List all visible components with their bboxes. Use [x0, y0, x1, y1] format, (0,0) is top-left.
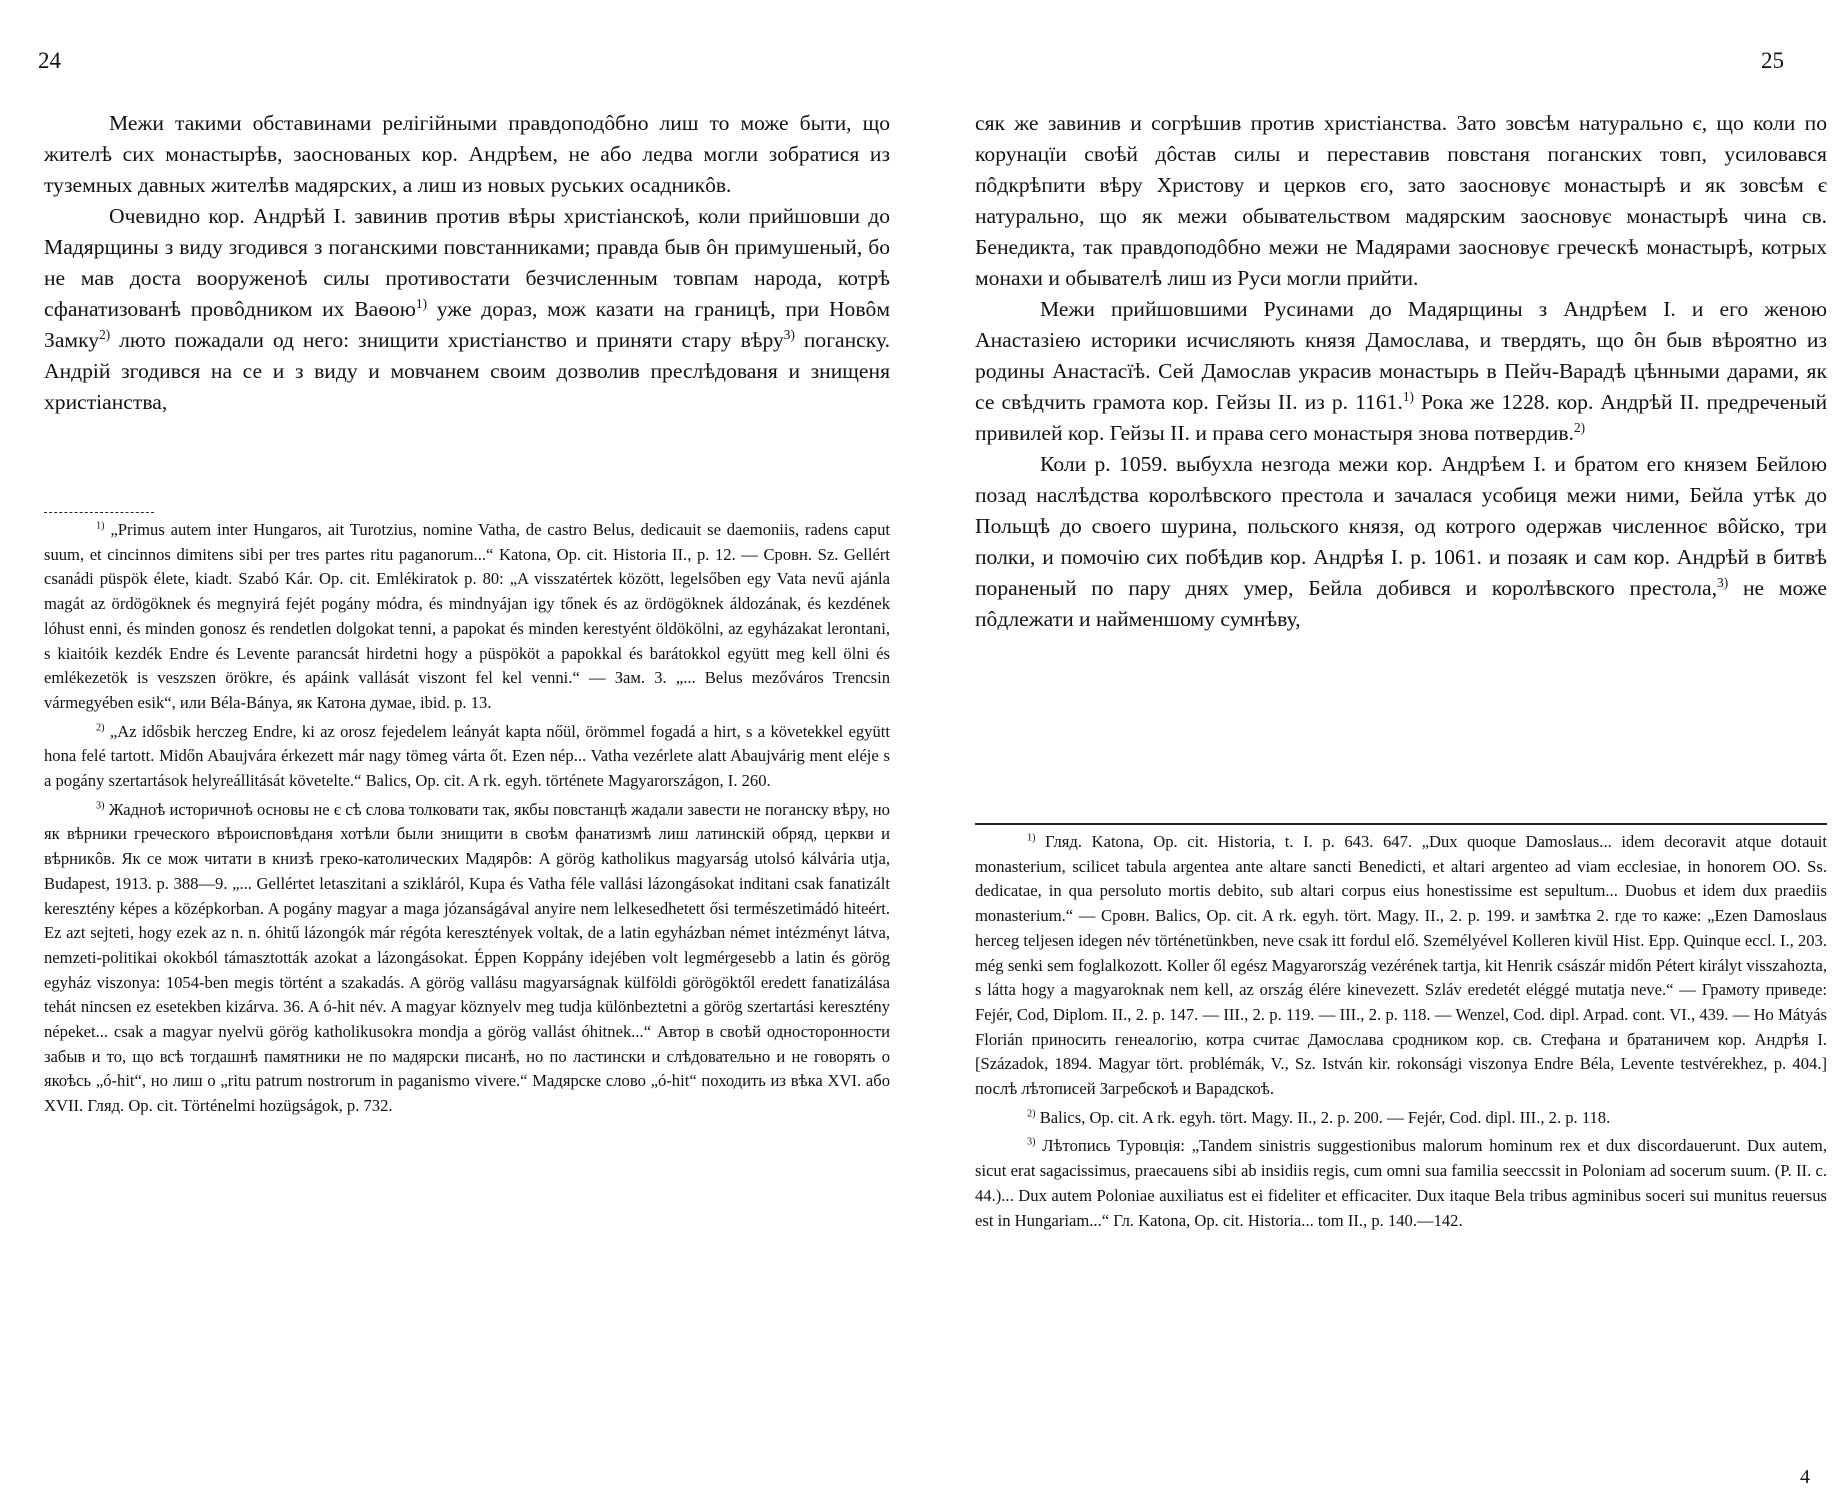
footnote: [44, 720, 890, 794]
footnote-mark: 2): [1027, 1108, 1036, 1120]
paragraph: сяк же завинив и согрѣшив против христіанства. Зато зовсѣм натурально є, що коли по корунацїи своѣй дôстав силы и переставив повстаня поганских товп, усиловався пôдкрѣпити вѣру Христову и церков єго, зато заосновує монастырѣ и як зовсѣм є натурально, що як межи обывательством мадярским заосновує монастырѣ чина св. Бенедикта, так правдоподôбно межи не Мадярами заосновує греческѣ монастырѣ, котрых монахи и обывателѣ лиш из Руси могли прийти.: [975, 111, 1827, 290]
paragraph-text: поганску. Андрій згодився на се и з виду и мовчанем своим дозволив преслѣдованя и знищеня христіанства,: [44, 328, 890, 414]
footnote-mark: 3): [96, 800, 105, 812]
footnote: [975, 1134, 1827, 1233]
footnote-text: Balics, Op. cit. A rk. egyh. tört. Magy. II., 2. p. 200. — Fejér, Cod. dipl. III., 2. p. 118.: [1039, 1107, 1611, 1127]
footnote-mark: 2): [96, 722, 105, 734]
footnote-reference: 3): [783, 326, 795, 342]
footnote-separator-left: [44, 512, 154, 513]
footnote-mark: 1): [1027, 832, 1036, 844]
footnote: [44, 798, 890, 1119]
footnote-text: Гляд. Katona, Op. cit. Historia, t. I. p. 643. 647. „Dux quoque Damoslaus... idem decoravit atque dotauit monasterium, scilicet tabula argentea ante altare sancti Benedicti, et altari argenteo ad viam ecclesiae, in honorem OO. Ss. dedicatae, in qua persoluto mortis debito, sub altari corpus eius honestissime est sepultum... Duobus et idem dux praediis monasterium.“ — Сровн. Balics, Op. cit. A rk. egyh. tört. Magy. II., 2. p. 199. и замѣтка 2. где то каже: „Ezen Damoslaus herceg teljesen idegen név történetünkben, neve csak itt fordul elő. Személyével Kolleren kivül Hist. Epp. Quinque eccl. I., 203. még senki sem foglalkozott. Koller ől egész Magyarország vezérének tartja, kit Henrik császár midőn Pétert királyt visszahozta, s látta hogy a magyaroknak nem kell, az ország élére kinevezett. Szláv eredetét eléggé mutatja neve.“ — Грамоту приведе: Fejér, Cod, Diplom. II., 2. p. 147. — III., 2. p. 119. — III., 2. p. 118. — Wenzel, Cod. dipl. Arpad. cont. VI., 439. — Но Mátyás Florián приносить генеалогію, котра считає Дамослава сродником кор. св. Стефана и братаничем кор. Андрѣя І. [Századok, 1894. Magyar tört. problémák, V., Sz. István kir. rokonsági viszonya Endre Béla, Levente testvérekhez, p. 404.] послѣ лѣтописей Загребскоѣ и Варадскоѣ.: [975, 832, 1827, 1099]
main-text-right: [975, 108, 1827, 635]
page-number-left: 24: [38, 48, 61, 73]
signature-mark: 4: [1800, 1466, 1810, 1488]
footnote-reference: 2): [1573, 419, 1586, 435]
paragraph-text: Межи прийшовшими Русинами до Мадярщины з Андрѣем І. и его женою Анастазiею историки исчисляють князя Дамослава, и твердять, що ôн быв вѣроятно из родины Анастасїѣ. Сей Дамослав украсив монастырь в Пейч-Варадѣ цѣнными дарами, як се свѣдчить грамота кор. Гейзы II. из р. 1161.: [975, 297, 1827, 414]
footnotes-right: [975, 830, 1827, 1237]
footnote-text: Жадноѣ историчноѣ основы не є сѣ слова толковати так, якбы повстанцѣ жадали завести не поганску вѣру, но як вѣрники греческого вѣроисповѣданя хотѣли были знищити в своѣм фанатизмѣ лиш латинскій обряд, церкви и вѣрникôв. Як се мож читати в книзѣ греко-католических Мадярôв: A görög katholikus magyarság utolsó kálvária utja, Budapest, 1913. p. 388—9. „... Gellértet letaszitani a szikláról, Kupa és Vatha féle vallási lázongásokat inditani csak fanatizált keresztény képes a középkorban. A pogány magyar a maga józanságával anyire nem lelkesedhetett ősi természetimádó hiteért. Ez azt sejteti, hogy ezek az n. n. óhitű lázongók már régóta keresztények voltak, de a latin egyházban német intézményt látva, nemzeti-politikai okokból támasztották azokat a lázongásokat. Éppen Koppány idejében volt legmérgesebb a latin és görög egyház viszonya: 1054-ben megis történt a szakadás. A görög vallásu magyarságnak külföldi görögöktől eredett fanatizálása tehát nincsen ez esetekben kizárva. 36. A ó-hit név. A magyar köznyelv meg tudja különbeztetni a görög szertartási keresztény népeket... csak a magyar nyelvü görög katholikusokra mondja a görög vallást óhitnek...“ Автор в своѣй односторонности забыв и то, що всѣ тогдашнѣ памятники не по мадярски писанѣ, но по лаcтински и слѣдовательно и не говорять о якоѣсь „ó-hit“, но лиш о „ritu patrum nostrorum in paganismo vivere.“ Мадярске слово „ó-hit“ походить из вѣка XVI. або XVII. Гляд. Op. cit. Történelmi hozügságok, p. 732.: [44, 799, 890, 1116]
footnote-reference: 3): [1717, 574, 1729, 590]
footnote-text: „Az idősbik herczeg Endre, ki az orosz fejedelem leányát kapta nőül, örömmel fogadá a hirt, s a követekkel együtt hona felé tartott. Midőn Abaujvára érkezett már nagy tömeg várta őt. Ezen nép... Vatha vezérlete alatt Abaujvárig ment eléje s a pogány szertartások helyreállitását követelte.“ Balics, Op. cit. A rk. egyh. története Magyarországon, I. 260.: [44, 721, 890, 791]
paragraph-text: Рока же 1228. кор. Андрѣй II. предреченый привилей кор. Гейзы II. и права сего монастыря знова потвердив.: [975, 390, 1828, 445]
footnote-mark: 3): [1027, 1136, 1036, 1148]
paragraph-text: уже дораз, мож казати на границѣ, при Новôм Замку: [44, 297, 891, 352]
paragraph-text: Очевидно кор. Андрѣй І. завинив против вѣры христіанскоѣ, коли прийшовши до Мадярщины з виду згодився з поганскими повстанниками; правда быв ôн примушеный, бо не мав доста вооруженоѣ силы противостати безчисленным товпам народа, котрѣ сфанатизованѣ провôдником их Ваѳою: [44, 204, 890, 321]
footnote-mark: 1): [96, 520, 105, 532]
footnote: [975, 830, 1827, 1102]
paragraph-text: Коли р. 1059. выбухла незгода межи кор. Андрѣем І. и братом его князем Бейлою позад наслѣдства королѣвского престола и зачалася усобиця межи ними, Бейла утѣк до Польщѣ до своего шурина, польского князя, од котрого одержав численноє вôйско, три полки, и помочію сих побѣдив кор. Андрѣя І. р. 1061. и позаяк и сам кор. Андрѣй в битвѣ пораненый по пару днях умер, Бейла добився и королѣвского престола,: [975, 452, 1827, 600]
footnote-reference: 1): [1402, 388, 1415, 404]
paragraph: [44, 201, 890, 418]
footnote: [975, 1106, 1827, 1131]
footnote: [44, 518, 890, 716]
footnote-text: Лѣтопись Туровція: „Tandem sinistris suggestionibus malorum hominum rex et dux discordauerunt. Dux autem, sicut erat sagacissimus, praecauens sibi ab insidiis regis, cum omni sua familia seeccssit in Poloniam ad socerum suum. (P. II. c. 44.)... Dux autem Poloniae auxiliatus est ei fideliter et efficaciter. Dux itaque Bela tribus agminibus soceri sui munitus reuersus est in Hungariam...“ Гл. Katona, Op. cit. Historia... tom II., p. 140.—142.: [975, 1136, 1827, 1230]
footnote-separator-right: [975, 823, 1827, 825]
right-page: [922, 0, 1844, 1500]
paragraph: [975, 449, 1827, 635]
paragraph: Межи такими обставинами релігійными правдоподôбно лиш то може быти, що жителѣ сих монастырѣв, заоснованых кор. Андрѣем, не або ледва могли зобратися из туземных давных жителѣв мадярских, а лиш из новых руських осадникôв.: [44, 111, 890, 197]
paragraph-text: не може пôдлежати и найменшому сумнѣву,: [975, 576, 1827, 631]
page-number-right: 25: [1761, 48, 1784, 73]
paragraph-text: люто пожадали од него: знищити христіанство и приняти стару вѣру: [110, 328, 784, 352]
main-text-left: [44, 108, 890, 418]
paragraph: [975, 294, 1827, 449]
footnote-text: „Primus autem inter Hungaros, ait Turotzius, nomine Vatha, de castro Belus, dedicauit se daemoniis, radens caput suum, et cincinnos dimitens sibi per tres partes ritu paganorum...“ Katona, Op. cit. Historia II., p. 12. — Сровн. Sz. Gellért csanádi püspök élete, kiadt. Szabó Kár. Op. cit. Emlékiratok p. 80: „A visszatértek között, legelsőben egy Vata nevű ajánla magát az ördögöknek és megnyirá fejét pogány módra, és mindnyájan igy tőnek és az ördögöknek áldozának, és kezdének lóhust enni, és minden gonosz és rendetlen dolgokat tenni, a papokat és minden kerestyént öldökölni, az egyházakat lerontani, s kiaitóik kezdék Endre és Levente parancsát hirdetni hogy a püspököt a papokkal és barátokkol együtt meg kell ölni és emlékezetök is veszszen örökre, és apáink vallását viszont fel kel venni.“ — Зам. 3. „... Belus mezőváros Trencsin vármegyében esik“, или Béla-Bánya, як Катона думае, ibid. p. 13.: [44, 520, 890, 712]
footnote-reference: 1): [415, 295, 428, 311]
footnote-reference: 2): [99, 326, 111, 342]
footnotes-left: [44, 518, 890, 1123]
